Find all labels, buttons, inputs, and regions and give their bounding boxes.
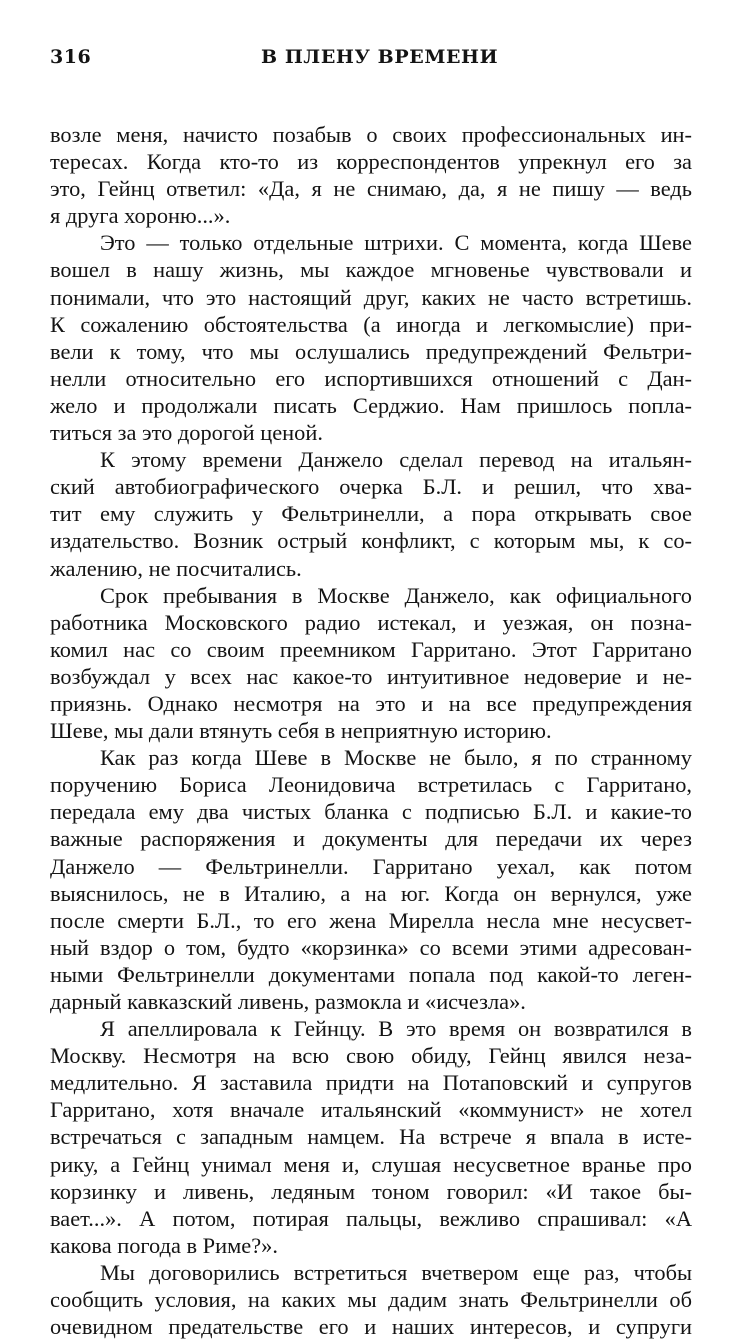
text-line: ный вздор о том, будто «корзинка» со всеми этими адресован- [50, 934, 692, 960]
text-line: Это — только отдельные штрихи. С момента, когда Шеве [100, 230, 692, 256]
text-line: рику, а Гейнц унимал меня и, слушая несусветное вранье про [50, 1151, 692, 1177]
text-line: вошел в нашу жизнь, мы каждое мгновенье чувствовали и [50, 257, 692, 283]
text-line: понимали, что это настоящий друг, каких не часто встретишь. [50, 284, 692, 310]
text-line: Гарритано, хотя вначале итальянский «коммунист» не хотел [50, 1097, 692, 1123]
text-line: тит ему служить у Фельтринелли, а пора открывать свое [50, 501, 692, 527]
text-line: очевидном предательстве его и наших интересов, и супруги [50, 1314, 692, 1340]
text-line: издательство. Возник острый конфликт, с которым мы, к со- [50, 528, 692, 554]
text-line: возле меня, начисто позабыв о своих профессиональных ин- [50, 122, 692, 147]
text-line: Я апеллировала к Гейнцу. В это время он возвратился в [100, 1016, 692, 1042]
text-line: жалению, не посчитались. [50, 555, 302, 581]
text-line: приязнь. Однако несмотря на это и на все предупреждения [50, 690, 692, 716]
paragraph [50, 121, 692, 229]
text-line: вает...». А потом, потирая пальцы, вежливо спрашивал: «А [50, 1205, 692, 1231]
text-line: тересах. Когда кто-то из корреспондентов упрекнул его за [50, 149, 692, 175]
paragraph [50, 229, 692, 446]
text-line: возбуждал у всех нас какое-то интуитивное недоверие и не- [50, 663, 692, 689]
text-line: после смерти Б.Л., то его жена Мирелла несла мне несусвет- [50, 907, 692, 933]
paragraph [50, 446, 692, 581]
text-line: встречаться с западным намцем. На встрече я впала в исте- [50, 1124, 692, 1150]
paragraph [50, 744, 692, 1015]
text-line: поручению Бориса Леонидовича встретилась с Гарритано, [50, 772, 692, 798]
text-line: вели к тому, что мы ослушались предупреждений Фельтри- [50, 338, 692, 364]
text-line: К этому времени Данжело сделал перевод на итальян- [100, 447, 692, 473]
text-line: Срок пребывания в Москве Данжело, как официального [100, 582, 692, 608]
paragraph [50, 1015, 692, 1259]
text-line: я друга хороню...». [50, 203, 231, 229]
text-line: ными Фельтринелли документами попала под какой-то леген- [50, 961, 692, 987]
text-line: важные распоряжения и документы для передачи их через [50, 826, 692, 852]
running-title: В ПЛЕНУ ВРЕМЕНИ [261, 46, 499, 68]
text-line: это, Гейнц ответил: «Да, я не снимаю, да, я не пишу — ведь [50, 176, 692, 202]
page-number: 316 [50, 46, 92, 68]
page-header [50, 46, 692, 76]
text-line: комил нас со своим преемником Гарритано. Этот Гарритано [50, 636, 692, 662]
text-line: работника Московского радио истекал, и уезжая, он позна- [50, 609, 692, 635]
text-line: дарный кавказский ливень, размокла и «исчезла». [50, 989, 526, 1014]
text-line: Москву. Несмотря на всю свою обиду, Гейнц явился неза- [50, 1043, 692, 1069]
text-line: передала ему два чистых бланка с подписью Б.Л. и какие-то [50, 799, 692, 825]
text-line: Мы договорились встретиться вчетвером еще раз, чтобы [100, 1259, 692, 1285]
text-line: сообщить условия, на каких мы дадим знать Фельтринелли об [50, 1287, 692, 1313]
text-line: Как раз когда Шеве в Москве не было, я по странному [100, 745, 692, 771]
text-line: ский автобиографического очерка Б.Л. и решил, что хва- [50, 474, 692, 500]
body-text [50, 121, 692, 1340]
text-line: Шеве, мы дали втянуть себя в неприятную историю. [50, 718, 552, 744]
text-line: нелли относительно его испортившихся отношений с Дан- [50, 365, 692, 391]
text-line: жело и продолжали писать Серджио. Нам пришлось попла- [50, 392, 692, 418]
paragraph [50, 582, 692, 745]
text-line: медлительно. Я заставила придти на Потаповский и супругов [50, 1070, 692, 1096]
text-line: К сожалению обстоятельства (а иногда и легкомыслие) при- [50, 311, 692, 337]
text-line: выяснилось, не в Италию, а на юг. Когда он вернулся, уже [50, 880, 692, 906]
paragraph [50, 1259, 692, 1340]
text-line: корзинку и ливень, ледяным тоном говорил: «И такое бы- [50, 1178, 692, 1204]
text-line: какова погода в Риме?». [50, 1232, 278, 1258]
text-line: титься за это дорогой ценой. [50, 420, 323, 446]
text-line: Данжело — Фельтринелли. Гарритано уехал, как потом [50, 853, 692, 879]
